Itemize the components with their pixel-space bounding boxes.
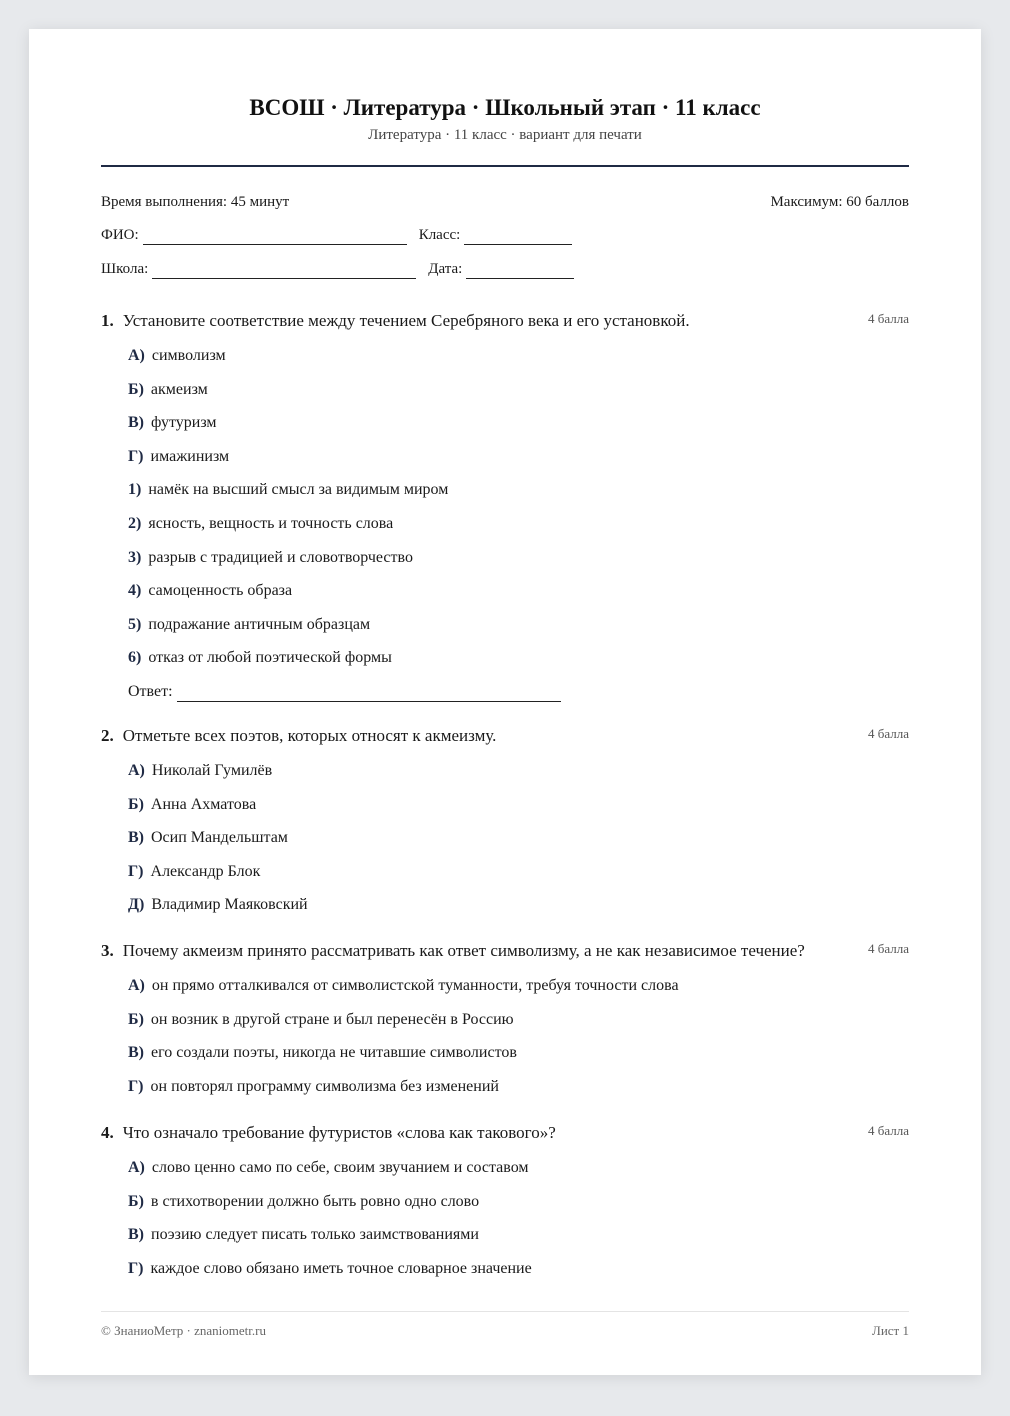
option-item[interactable]	[128, 1259, 909, 1293]
option-item[interactable]	[128, 480, 909, 514]
option-label: А)	[128, 347, 145, 364]
option-text: ясность, вещность и точность слова	[148, 514, 394, 532]
question-header	[101, 1122, 909, 1144]
option-text: футуризм	[151, 414, 217, 432]
option-label: 5)	[128, 615, 142, 633]
options-list	[128, 346, 909, 702]
option-item[interactable]	[128, 548, 909, 582]
option-text: Александр Блок	[150, 862, 261, 880]
question-header	[101, 725, 909, 747]
page-title: ВСОШ · Литература · Школьный этап · 11 класс	[249, 95, 761, 120]
option-item[interactable]	[128, 615, 909, 649]
option-text: акмеизм	[150, 380, 208, 398]
option-text: Осип Мандельштам	[151, 829, 288, 847]
option-label: Г)	[128, 447, 144, 465]
option-label: 1)	[128, 481, 142, 499]
option-text: его создали поэты, никогда не читавшие символистов	[151, 1044, 517, 1062]
option-label: В)	[128, 1044, 144, 1062]
footer-divider	[101, 1311, 909, 1312]
option-label: Б)	[128, 1192, 144, 1210]
sheet-footer	[101, 1322, 909, 1340]
option-item[interactable]	[128, 1010, 909, 1044]
question-number: 4.	[101, 1123, 114, 1142]
option-item[interactable]	[128, 895, 909, 929]
option-label: В)	[128, 829, 144, 847]
option-item[interactable]	[128, 413, 909, 447]
question-points: 4 балла	[868, 1123, 909, 1138]
option-text: Владимир Маяковский	[151, 896, 308, 914]
option-label: Г)	[128, 1077, 144, 1095]
options-list	[128, 976, 909, 1110]
option-item[interactable]	[128, 862, 909, 896]
option-text: Анна Ахматова	[150, 795, 257, 813]
school-field[interactable]	[152, 264, 416, 279]
option-label: 3)	[128, 548, 142, 566]
option-item[interactable]	[128, 795, 909, 829]
option-item[interactable]	[128, 828, 909, 862]
option-item[interactable]	[128, 976, 909, 1010]
question-text: Что означало требование футуристов «слова как такового»?	[122, 1123, 556, 1142]
option-text: намёк на высший смысл за видимым миром	[148, 481, 449, 499]
option-text: символизм	[151, 347, 226, 364]
option-text: разрыв с традицией и словотворчество	[148, 548, 413, 566]
option-item[interactable]	[128, 581, 909, 615]
option-text: Николай Гумилёв	[151, 762, 273, 779]
option-text: поэзию следует писать только заимствованиями	[151, 1226, 479, 1244]
option-label: А)	[128, 977, 145, 994]
question-points: 4 балла	[868, 726, 909, 741]
question-3	[101, 940, 909, 1110]
date-field[interactable]	[466, 264, 574, 279]
question-text: Почему акмеизм принято рассматривать как ответ символизму, а не как независимое течение?	[122, 941, 805, 960]
time-limit: Время выполнения: 45 минут	[101, 194, 290, 210]
question-number: 3.	[101, 941, 114, 960]
option-item[interactable]	[128, 648, 909, 682]
sheet-header	[101, 93, 909, 145]
exam-meta	[101, 192, 909, 212]
question-points: 4 балла	[868, 311, 909, 326]
option-label: Б)	[128, 1010, 144, 1028]
fio-label: ФИО:	[101, 227, 139, 243]
option-item[interactable]	[128, 514, 909, 548]
question-header	[101, 310, 909, 332]
question-header	[101, 940, 909, 962]
question-text: Отметьте всех поэтов, которых относят к акмеизму.	[122, 726, 497, 745]
question-number: 2.	[101, 726, 114, 745]
option-item[interactable]	[128, 761, 909, 795]
question-points: 4 балла	[868, 941, 909, 956]
student-fields-row	[101, 225, 909, 245]
option-text: имажинизм	[150, 447, 230, 465]
option-text: подражание античным образцам	[148, 615, 371, 633]
option-label: В)	[128, 414, 144, 432]
option-item[interactable]	[128, 1077, 909, 1111]
answer-label: Ответ:	[128, 682, 173, 700]
question-1	[101, 310, 909, 702]
answer-row	[128, 682, 909, 702]
question-4	[101, 1122, 909, 1292]
option-label: А)	[128, 762, 145, 779]
option-item[interactable]	[128, 1192, 909, 1226]
option-item[interactable]	[128, 1225, 909, 1259]
option-label: Г)	[128, 862, 144, 880]
option-label: 2)	[128, 514, 142, 532]
option-item[interactable]	[128, 1043, 909, 1077]
option-text: каждое слово обязано иметь точное словарное значение	[150, 1259, 532, 1277]
option-item[interactable]	[128, 346, 909, 380]
option-text: он возник в другой стране и был перенесён в Россию	[150, 1010, 514, 1028]
fio-field[interactable]	[143, 230, 407, 245]
school-fields-row	[101, 259, 909, 279]
date-label: Дата:	[428, 261, 463, 277]
option-label: 6)	[128, 649, 142, 667]
options-list	[128, 1158, 909, 1292]
page-number: Лист 1	[872, 1323, 909, 1338]
option-label: Б)	[128, 795, 144, 813]
option-item[interactable]	[128, 1158, 909, 1192]
answer-field[interactable]	[177, 686, 561, 702]
option-text: слово ценно само по себе, своим звучанием и составом	[151, 1159, 529, 1176]
option-label: 4)	[128, 582, 142, 600]
question-2	[101, 725, 909, 929]
class-label: Класс:	[418, 227, 461, 243]
question-number: 1.	[101, 311, 114, 330]
header-divider	[101, 165, 909, 167]
option-item[interactable]	[128, 447, 909, 481]
class-field[interactable]	[464, 230, 572, 245]
exam-sheet	[29, 29, 981, 1375]
option-item[interactable]	[128, 380, 909, 414]
page-subtitle: Литература · 11 класс · вариант для печати	[368, 127, 642, 143]
option-label: Д)	[128, 896, 145, 914]
option-label: Г)	[128, 1259, 144, 1277]
question-text: Установите соответствие между течением Серебряного века и его установкой.	[122, 311, 690, 330]
option-label: В)	[128, 1226, 144, 1244]
option-text: он повторял программу символизма без изменений	[150, 1077, 499, 1095]
option-text: отказ от любой поэтической формы	[148, 649, 392, 667]
option-label: Б)	[128, 380, 144, 398]
school-label: Школа:	[101, 261, 149, 277]
option-text: он прямо отталкивался от символистской туманности, требуя точности слова	[151, 977, 679, 994]
option-text: в стихотворении должно быть ровно одно слово	[150, 1192, 480, 1210]
options-list	[128, 761, 909, 929]
footer-copyright: © ЗнаниоМетр · znaniometr.ru	[101, 1323, 266, 1338]
option-label: А)	[128, 1159, 145, 1176]
max-score: Максимум: 60 баллов	[770, 194, 909, 210]
option-text: самоценность образа	[148, 582, 293, 600]
